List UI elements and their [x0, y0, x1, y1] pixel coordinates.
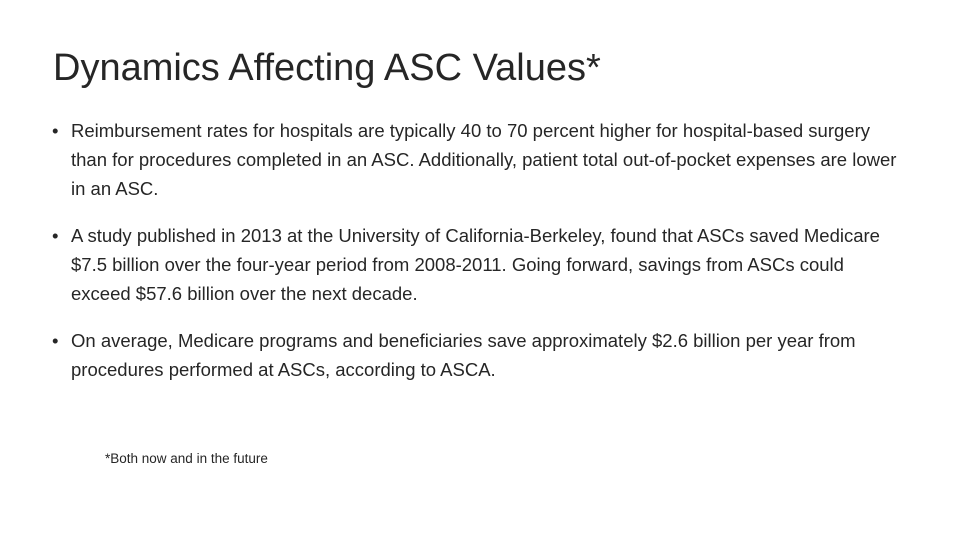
bullet-text: A study published in 2013 at the University of California-Berkeley, found that ASCs saved Medicare $7.5 billion over the four-year period from 2008-2011. Going forward, savings from ASCs could exceed $57.6 billion over the next decade. [71, 225, 880, 304]
bullet-marker: • [52, 225, 59, 246]
bullet-item [52, 326, 902, 384]
bullet-item [52, 221, 902, 308]
bullet-item [52, 116, 902, 203]
bullet-list [52, 116, 902, 402]
bullet-marker: • [52, 330, 59, 351]
slide-title: Dynamics Affecting ASC Values* [53, 47, 601, 89]
bullet-text: Reimbursement rates for hospitals are typically 40 to 70 percent higher for hospital-based surgery than for procedures completed in an ASC. Additionally, patient total out-of-pocket expenses are lower in an ASC. [71, 120, 897, 199]
bullet-marker: • [52, 120, 59, 141]
bullet-text: On average, Medicare programs and beneficiaries save approximately $2.6 billion per year from procedures performed at ASCs, according to ASCA. [71, 330, 856, 380]
footnote: *Both now and in the future [105, 451, 268, 466]
